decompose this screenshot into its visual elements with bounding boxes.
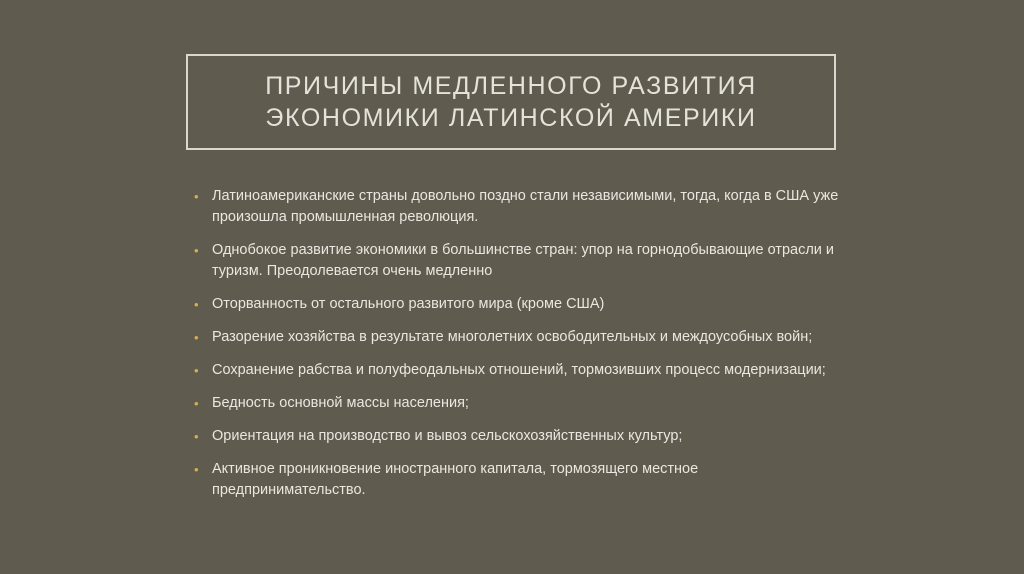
bullet-icon: • [194,243,199,258]
bullet-text: Оторванность от остального развитого мира (кроме США) [212,296,605,312]
bullet-item [194,327,844,348]
bullet-item [194,393,844,414]
title-frame [186,54,836,150]
bullet-item [194,360,844,381]
bullet-icon: • [194,297,199,312]
bullet-text: Сохранение рабства и полуфеодальных отношений, тормозивших процесс модернизации; [212,362,826,378]
bullet-item [194,186,844,228]
bullet-list [194,186,844,513]
bullet-icon: • [194,462,199,477]
bullet-icon: • [194,396,199,411]
bullet-icon: • [194,189,199,204]
bullet-text: Однобокое развитие экономики в большинстве стран: упор на горнодобывающие отрасли и туризм. Преодолевается очень медленно [212,242,835,279]
slide-title-line-2: ЭКОНОМИКИ ЛАТИНСКОЙ АМЕРИКИ [265,104,757,132]
slide-title-line-1: ПРИЧИНЫ МЕДЛЕННОГО РАЗВИТИЯ [265,72,757,100]
bullet-text: Ориентация на производство и вывоз сельскохозяйственных культур; [212,428,683,444]
bullet-item [194,459,844,501]
bullet-icon: • [194,363,199,378]
bullet-item [194,294,844,315]
bullet-text: Латиноамериканские страны довольно поздно стали независимыми, тогда, когда в США уже произошла промышленная революция. [212,188,839,225]
bullet-text: Бедность основной массы населения; [212,395,469,411]
bullet-text: Активное проникновение иностранного капитала, тормозящего местное предпринимательство. [212,461,699,498]
bullet-item [194,426,844,447]
bullet-icon: • [194,330,199,345]
bullet-icon: • [194,429,199,444]
bullet-text: Разорение хозяйства в результате многолетних освободительных и междоусобных войн; [212,329,813,345]
bullet-item [194,240,844,282]
